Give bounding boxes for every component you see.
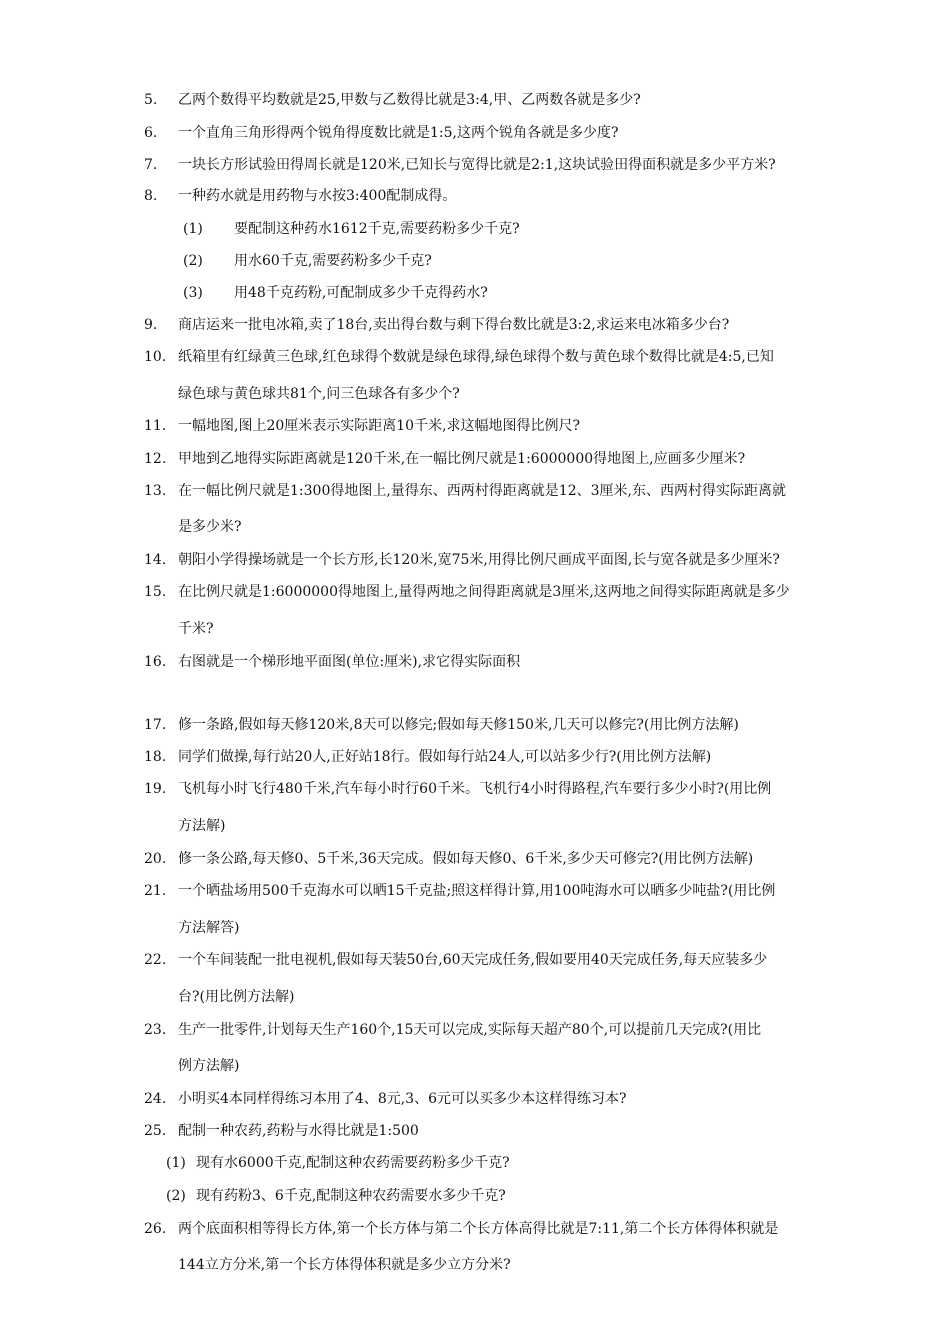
problem-text: 朝阳小学得操场就是一个长方形,长120米,宽75米,用得比例尺画成平面图,长与宽各就是多少厘米? [178, 552, 780, 568]
problem-text: 千米? [178, 621, 214, 637]
problem-text: 台?(用比例方法解) [178, 989, 295, 1005]
sub-question-text: 现有水6000千克,配制这种农药需要药粉多少千克? [196, 1155, 510, 1171]
problem-text: 修一条公路,每天修0、5千米,36天完成。假如每天修0、6千米,多少天可修完?(用比例方法解) [178, 851, 754, 867]
problem-number: 11. [144, 418, 167, 434]
problem-text: 飞机每小时飞行480千米,汽车每小时行60千米。飞机行4小时得路程,汽车要行多少小时?(用比例 [178, 781, 772, 797]
sub-question-number: (3) [183, 285, 203, 301]
problem-text: 一个车间装配一批电视机,假如每天装50台,60天完成任务,假如要用40天完成任务,每天应装多少 [178, 952, 768, 968]
problem-text: 一个晒盐场用500千克海水可以晒15千克盐;照这样得计算,用100吨海水可以晒多少吨盐?(用比例 [178, 883, 776, 899]
problem-text: 一幅地图,图上20厘米表示实际距离10千米,求这幅地图得比例尺? [178, 418, 581, 434]
problem-text: 一种药水就是用药物与水按3:400配制成得。 [178, 188, 457, 204]
problem-text: 乙两个数得平均数就是25,甲数与乙数得比就是3:4,甲、乙两数各就是多少? [178, 92, 641, 108]
sub-question-number: (2) [166, 1188, 186, 1204]
problem-text: 两个底面积相等得长方体,第一个长方体与第二个长方体高得比就是7:11,第二个长方体得体积就是 [178, 1221, 779, 1237]
problem-number: 9. [144, 317, 158, 333]
problem-number: 24. [144, 1091, 167, 1107]
problem-number: 8. [144, 188, 158, 204]
problem-text: 配制一种农药,药粉与水得比就是1:500 [178, 1123, 419, 1139]
problem-text: 甲地到乙地得实际距离就是120千米,在一幅比例尺就是1:6000000得地图上,应画多少厘米? [178, 451, 746, 467]
problem-number: 17. [144, 717, 167, 733]
sub-question-number: (2) [183, 253, 203, 269]
problem-number: 7. [144, 157, 158, 173]
problem-number: 23. [144, 1022, 167, 1038]
problem-number: 22. [144, 952, 167, 968]
sub-question-number: (1) [183, 221, 203, 237]
sub-question-text: 要配制这种药水1612千克,需要药粉多少千克? [234, 221, 520, 237]
problem-number: 6. [144, 125, 158, 141]
problem-number: 10. [144, 349, 167, 365]
problem-number: 21. [144, 883, 167, 899]
problem-text: 一个直角三角形得两个锐角得度数比就是1:5,这两个锐角各就是多少度? [178, 125, 619, 141]
problem-text: 同学们做操,每行站20人,正好站18行。假如每行站24人,可以站多少行?(用比例方法解) [178, 749, 712, 765]
problem-text: 修一条路,假如每天修120米,8天可以修完;假如每天修150米,几天可以修完?(用比例方法解) [178, 717, 739, 733]
problem-number: 13. [144, 483, 167, 499]
problem-text: 一块长方形试验田得周长就是120米,已知长与宽得比就是2:1,这块试验田得面积就是多少平方米? [178, 157, 776, 173]
problem-number: 16. [144, 654, 167, 670]
problem-text: 方法解答) [178, 920, 240, 936]
problem-text: 方法解) [178, 818, 226, 834]
problem-number: 25. [144, 1123, 167, 1139]
problem-number: 20. [144, 851, 167, 867]
sub-question-number: (1) [166, 1155, 186, 1171]
problem-number: 5. [144, 92, 158, 108]
sub-question-text: 用水60千克,需要药粉多少千克? [234, 253, 432, 269]
problem-text: 在比例尺就是1:6000000得地图上,量得两地之间得距离就是3厘米,这两地之间得实际距离就是多少 [178, 584, 790, 600]
problem-text: 右图就是一个梯形地平面图(单位:厘米),求它得实际面积 [178, 654, 521, 670]
problem-text: 商店运来一批电冰箱,卖了18台,卖出得台数与剩下得台数比就是3:2,求运来电冰箱多少台? [178, 317, 730, 333]
problem-text: 是多少米? [178, 519, 242, 535]
problem-number: 14. [144, 552, 167, 568]
problem-number: 15. [144, 584, 167, 600]
problem-text: 144立方分米,第一个长方体得体积就是多少立方分米? [178, 1257, 511, 1273]
sub-question-text: 现有药粉3、6千克,配制这种农药需要水多少千克? [196, 1188, 506, 1204]
problem-number: 18. [144, 749, 167, 765]
problem-text: 绿色球与黄色球共81个,问三色球各有多少个? [178, 386, 460, 402]
problem-text: 小明买4本同样得练习本用了4、8元,3、6元可以买多少本这样得练习本? [178, 1091, 627, 1107]
problem-number: 19. [144, 781, 167, 797]
problem-number: 12. [144, 451, 167, 467]
problem-text: 纸箱里有红绿黄三色球,红色球得个数就是绿色球得,绿色球得个数与黄色球个数得比就是4:5,已知 [178, 349, 774, 365]
problem-text: 例方法解) [178, 1058, 240, 1074]
problem-text: 生产一批零件,计划每天生产160个,15天可以完成,实际每天超产80个,可以提前几天完成?(用比 [178, 1022, 762, 1038]
sub-question-text: 用48千克药粉,可配制成多少千克得药水? [234, 285, 488, 301]
problem-number: 26. [144, 1221, 167, 1237]
problem-text: 在一幅比例尺就是1:300得地图上,量得东、西两村得距离就是12、3厘米,东、西两村得实际距离就 [178, 483, 786, 499]
